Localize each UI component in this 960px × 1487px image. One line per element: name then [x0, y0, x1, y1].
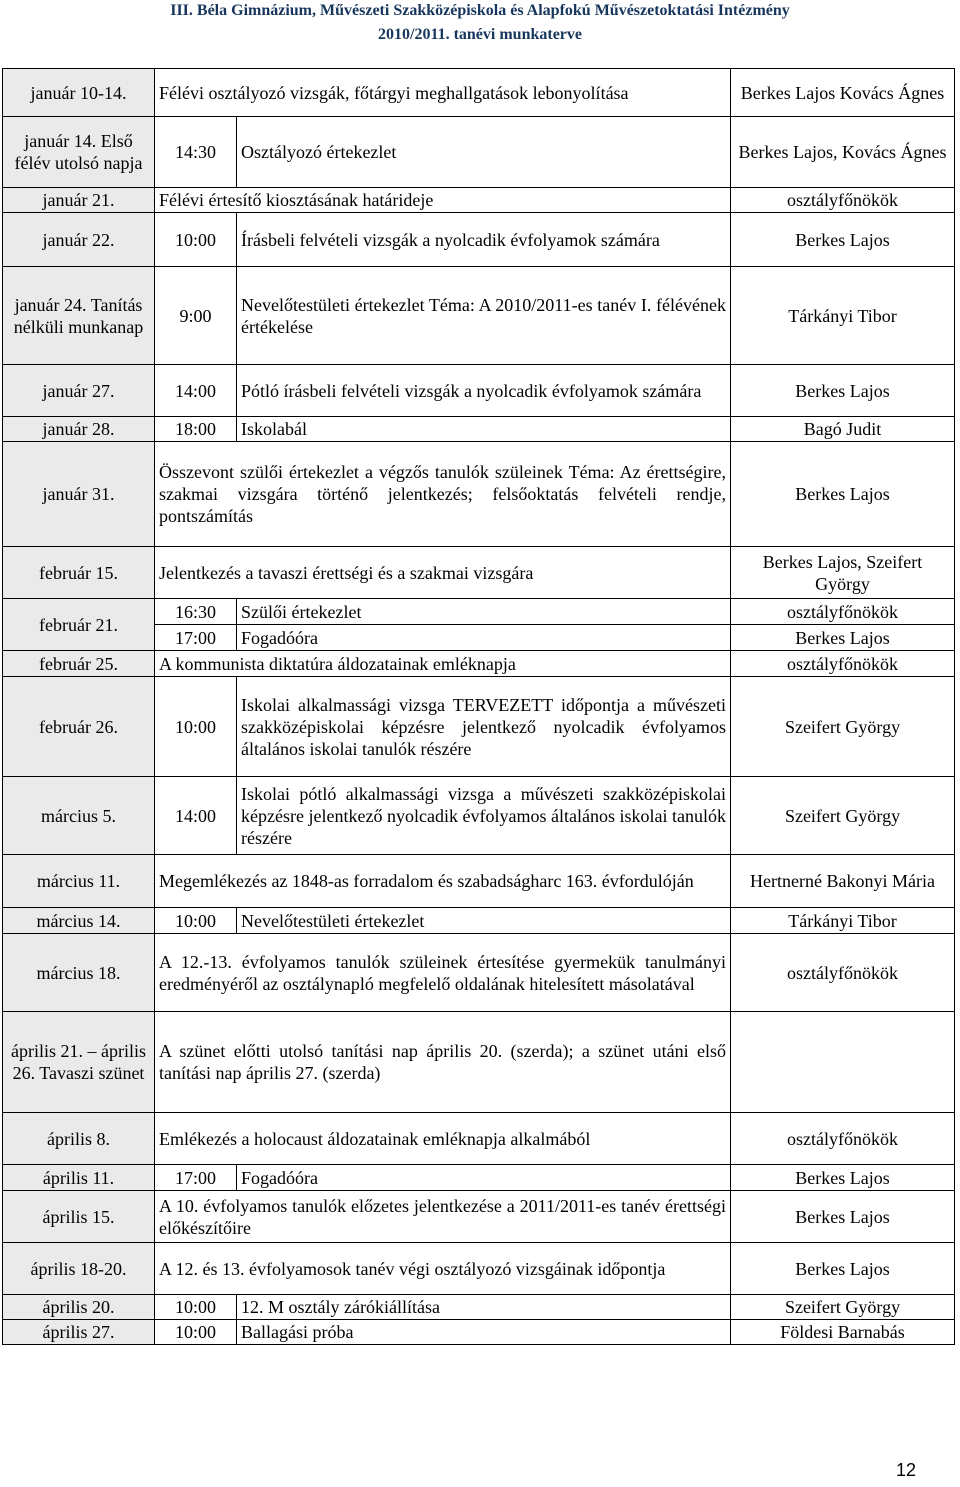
activity-cell: A kommunista diktatúra áldozatainak emléknapja — [155, 651, 731, 677]
date-cell: január 24. Tanítás nélküli munkanap — [3, 267, 155, 365]
responsible-cell: Berkes Lajos — [731, 1165, 955, 1191]
date-cell: január 14. Első félév utolsó napja — [3, 117, 155, 188]
table-row — [3, 213, 955, 267]
date-cell: február 15. — [3, 547, 155, 599]
table-row — [3, 777, 955, 855]
activity-cell: Megemlékezés az 1848-as forradalom és szabadságharc 163. évfordulóján — [155, 855, 731, 908]
table-row — [3, 599, 955, 625]
table-row — [3, 1113, 955, 1165]
table-row — [3, 69, 955, 117]
responsible-cell: Földesi Barnabás — [731, 1320, 955, 1345]
date-cell: január 27. — [3, 365, 155, 417]
activity-cell: Osztályozó értekezlet — [237, 117, 731, 188]
activity-cell: Írásbeli felvételi vizsgák a nyolcadik évfolyamok számára — [237, 213, 731, 267]
responsible-cell: Berkes Lajos — [731, 625, 955, 651]
responsible-cell: Tárkányi Tibor — [731, 267, 955, 365]
table-row — [3, 1243, 955, 1295]
responsible-cell: Szeifert György — [731, 1295, 955, 1320]
activity-cell: A szünet előtti utolsó tanítási nap április 20. (szerda); a szünet utáni első tanítási nap április 27. (szerda) — [155, 1012, 731, 1113]
activity-cell: Jelentkezés a tavaszi érettségi és a szakmai vizsgára — [155, 547, 731, 599]
date-cell: március 11. — [3, 855, 155, 908]
date-cell: január 28. — [3, 417, 155, 442]
date-cell: február 26. — [3, 677, 155, 777]
time-cell: 10:00 — [155, 1320, 237, 1345]
responsible-cell: Hertnerné Bakonyi Mária — [731, 855, 955, 908]
activity-cell: Nevelőtestületi értekezlet Téma: A 2010/2011-es tanév I. félévének értékelése — [237, 267, 731, 365]
date-cell: február 21. — [3, 599, 155, 651]
activity-cell: Fogadóóra — [237, 1165, 731, 1191]
responsible-cell: Berkes Lajos — [731, 442, 955, 547]
table-row — [3, 651, 955, 677]
table-row — [3, 365, 955, 417]
date-cell: április 21. – április 26. Tavaszi szünet — [3, 1012, 155, 1113]
responsible-cell: Tárkányi Tibor — [731, 908, 955, 934]
responsible-cell: osztályfőnökök — [731, 934, 955, 1012]
responsible-cell: osztályfőnökök — [731, 188, 955, 213]
table-row — [3, 855, 955, 908]
table-row — [3, 677, 955, 777]
table-row — [3, 442, 955, 547]
responsible-cell: osztályfőnökök — [731, 599, 955, 625]
time-cell: 18:00 — [155, 417, 237, 442]
table-row — [3, 908, 955, 934]
responsible-cell: Berkes Lajos — [731, 365, 955, 417]
responsible-cell: Berkes Lajos Kovács Ágnes — [731, 69, 955, 117]
table-row — [3, 417, 955, 442]
responsible-cell: Szeifert György — [731, 677, 955, 777]
time-cell: 9:00 — [155, 267, 237, 365]
activity-cell: Összevont szülői értekezlet a végzős tanulók szüleinek Téma: Az érettségire, szakmai vizsgára történő jelentkezés; felsőoktatás felvételi rendje, pontszámítás — [155, 442, 731, 547]
responsible-cell: Szeifert György — [731, 777, 955, 855]
activity-cell: A 10. évfolyamos tanulók előzetes jelentkezése a 2011/2011-es tanév érettségi előkészítőire — [155, 1191, 731, 1243]
responsible-cell: Berkes Lajos — [731, 1191, 955, 1243]
activity-cell: Szülői értekezlet — [237, 599, 731, 625]
responsible-cell: Berkes Lajos — [731, 1243, 955, 1295]
time-cell: 10:00 — [155, 677, 237, 777]
date-cell: április 18-20. — [3, 1243, 155, 1295]
table-row — [3, 1191, 955, 1243]
table-row — [3, 188, 955, 213]
activity-cell: Pótló írásbeli felvételi vizsgák a nyolcadik évfolyamok számára — [237, 365, 731, 417]
activity-cell: Félévi osztályozó vizsgák, főtárgyi meghallgatások lebonyolítása — [155, 69, 731, 117]
time-cell: 10:00 — [155, 1295, 237, 1320]
table-row — [3, 117, 955, 188]
time-cell: 14:00 — [155, 777, 237, 855]
responsible-cell: Berkes Lajos — [731, 213, 955, 267]
activity-cell: A 12.-13. évfolyamos tanulók szüleinek értesítése gyermekük tanulmányi eredményéről az osztálynapló megfelelő oldalának hitelesített másolatával — [155, 934, 731, 1012]
date-cell: március 14. — [3, 908, 155, 934]
schedule-table-body — [3, 69, 955, 1345]
activity-cell: 12. M osztály zárókiállítása — [237, 1295, 731, 1320]
date-cell: április 27. — [3, 1320, 155, 1345]
table-row — [3, 1012, 955, 1113]
table-row — [3, 1165, 955, 1191]
date-cell: január 31. — [3, 442, 155, 547]
time-cell: 17:00 — [155, 625, 237, 651]
activity-cell: Ballagási próba — [237, 1320, 731, 1345]
activity-cell: A 12. és 13. évfolyamosok tanév végi osztályozó vizsgáinak időpontja — [155, 1243, 731, 1295]
activity-cell: Fogadóóra — [237, 625, 731, 651]
activity-cell: Iskolai alkalmassági vizsga TERVEZETT időpontja a művészeti szakközépiskolai képzésre jelentkező nyolcadik évfolyamos általános iskolai tanulók részére — [237, 677, 731, 777]
responsible-cell: osztályfőnökök — [731, 651, 955, 677]
responsible-cell: Berkes Lajos, Szeifert György — [731, 547, 955, 599]
activity-cell: Iskolabál — [237, 417, 731, 442]
table-row — [3, 1320, 955, 1345]
activity-cell: Emlékezés a holocaust áldozatainak emléknapja alkalmából — [155, 1113, 731, 1165]
date-cell: március 5. — [3, 777, 155, 855]
date-cell: január 22. — [3, 213, 155, 267]
time-cell: 16:30 — [155, 599, 237, 625]
date-cell: március 18. — [3, 934, 155, 1012]
date-cell: január 21. — [3, 188, 155, 213]
time-cell: 10:00 — [155, 213, 237, 267]
time-cell: 10:00 — [155, 908, 237, 934]
table-row — [3, 934, 955, 1012]
date-cell: április 8. — [3, 1113, 155, 1165]
document-header-plan-title: 2010/2011. tanévi munkaterve — [378, 26, 582, 43]
activity-cell: Félévi értesítő kiosztásának határideje — [155, 188, 731, 213]
date-cell: április 11. — [3, 1165, 155, 1191]
schedule-table — [2, 68, 955, 1345]
table-row — [3, 547, 955, 599]
date-cell: február 25. — [3, 651, 155, 677]
table-row — [3, 267, 955, 365]
time-cell: 14:00 — [155, 365, 237, 417]
document-header-institution: III. Béla Gimnázium, Művészeti Szakközépiskola és Alapfokú Művészetoktatási Intézmény — [170, 2, 790, 19]
date-cell: január 10-14. — [3, 69, 155, 117]
activity-cell: Nevelőtestületi értekezlet — [237, 908, 731, 934]
responsible-cell: osztályfőnökök — [731, 1113, 955, 1165]
date-cell: április 15. — [3, 1191, 155, 1243]
responsible-cell — [731, 1012, 955, 1113]
time-cell: 17:00 — [155, 1165, 237, 1191]
table-row — [3, 1295, 955, 1320]
time-cell: 14:30 — [155, 117, 237, 188]
responsible-cell: Bagó Judit — [731, 417, 955, 442]
page-number: 12 — [895, 1460, 916, 1480]
responsible-cell: Berkes Lajos, Kovács Ágnes — [731, 117, 955, 188]
date-cell: április 20. — [3, 1295, 155, 1320]
activity-cell: Iskolai pótló alkalmassági vizsga a művészeti szakközépiskolai képzésre jelentkező nyolcadik évfolyamos általános iskolai tanulók részére — [237, 777, 731, 855]
